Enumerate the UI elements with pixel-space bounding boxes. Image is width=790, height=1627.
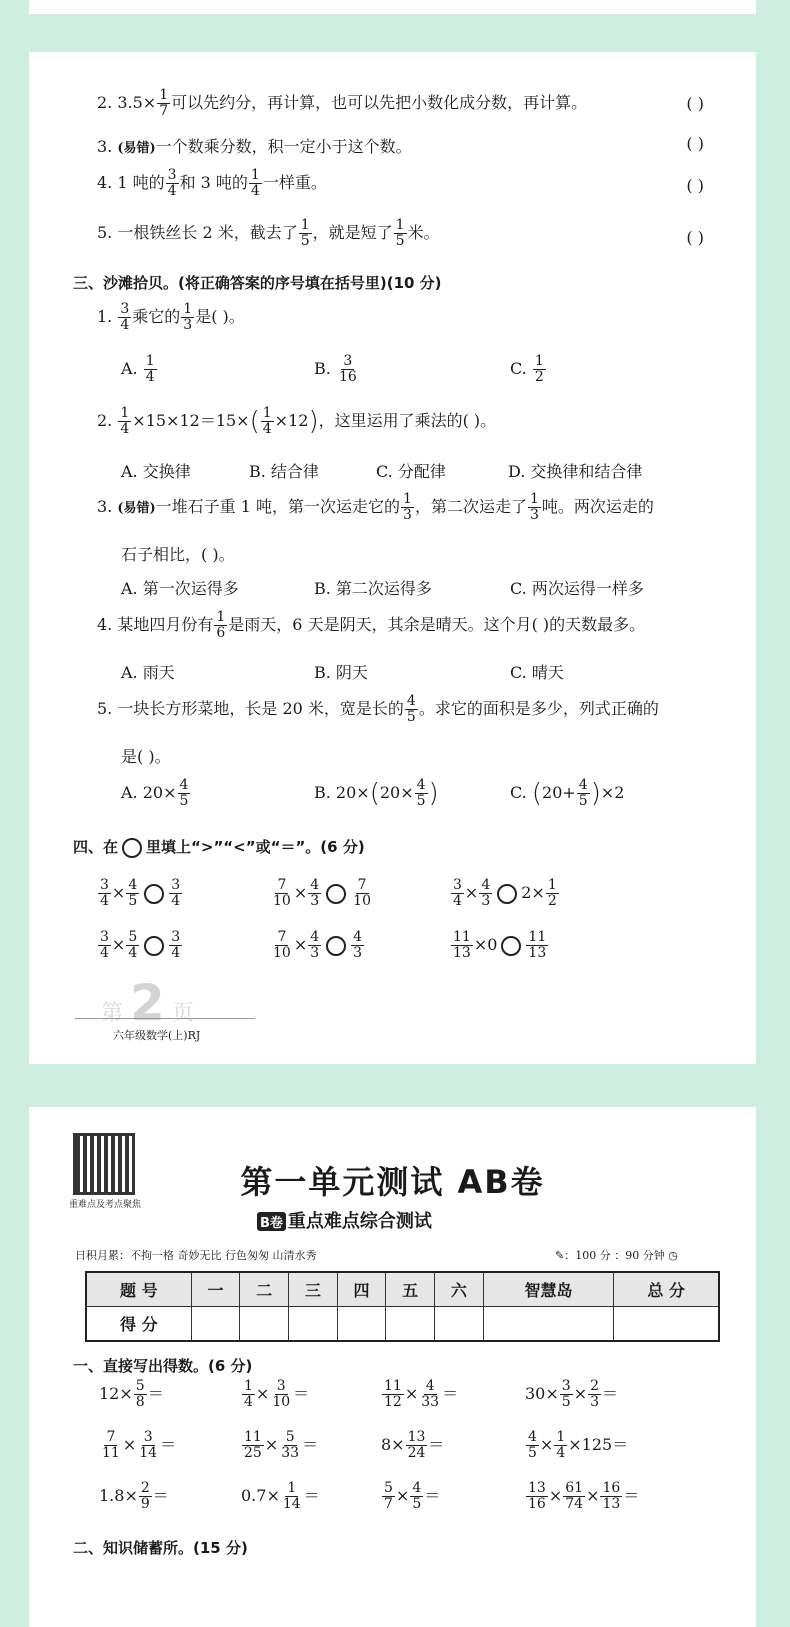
answer-circle[interactable] bbox=[326, 936, 346, 956]
qr-caption: 重难点及考点聚焦 bbox=[69, 1200, 142, 1210]
answer-circle[interactable] bbox=[326, 884, 346, 904]
tag-easy-mistake: (易错) bbox=[117, 501, 156, 516]
previous-page-edge bbox=[29, 0, 756, 14]
option-c[interactable]: C. 分配律 bbox=[376, 462, 446, 481]
fraction: $\frac{1}{7}$ bbox=[159, 87, 169, 119]
option-d[interactable]: D. 交换律和结合律 bbox=[508, 462, 643, 481]
calc-item: $\frac{11}{25}$ × $\frac{5}{33}$ ＝ bbox=[244, 1429, 319, 1461]
option-b[interactable]: B. 20×(20× $\frac{4}{5}$ ) bbox=[314, 777, 439, 809]
option-c[interactable]: C. $\frac{1}{2}$ bbox=[510, 353, 544, 385]
calc-item: $\frac{4}{5}$ × $\frac{1}{4}$ ×125＝ bbox=[528, 1429, 629, 1461]
score-time-meta: ✎：100 分 ：90 分钟 ◷ bbox=[555, 1249, 678, 1262]
compare-item: $\frac{7}{10}$ × $\frac{4}{3}$ $\frac{4}{3}$ bbox=[273, 929, 363, 961]
calc-item: 0.7× $\frac{1}{14}$ ＝ bbox=[241, 1480, 320, 1512]
tag-easy-mistake: (易错) bbox=[117, 141, 156, 156]
compare-item: $\frac{3}{4}$ × $\frac{4}{5}$ $\frac{3}{4}$ bbox=[100, 877, 181, 909]
compare-item: $\frac{3}{4}$ × $\frac{4}{3}$ 2× $\frac{1}{2}$ bbox=[453, 877, 557, 909]
option-a[interactable]: A. 20× $\frac{4}{5}$ bbox=[121, 777, 189, 809]
fraction: $\frac{1}{5}$ bbox=[395, 217, 405, 249]
answer-circle[interactable] bbox=[144, 936, 164, 956]
option-a[interactable]: A. 交换律 bbox=[121, 462, 191, 481]
fraction: $\frac{1}{4}$ bbox=[250, 167, 260, 199]
subtitle: B卷 重点难点综合测试 bbox=[257, 1207, 432, 1233]
answer-parentheses[interactable]: ( ) bbox=[686, 228, 704, 247]
worksheet-unit-test bbox=[29, 1107, 756, 1627]
compare-item: $\frac{11}{13}$ ×0 $\frac{11}{13}$ bbox=[453, 929, 547, 961]
fraction: $\frac{1}{3}$ bbox=[183, 301, 193, 333]
page-title: 第一单元测试 AB卷 bbox=[240, 1163, 545, 1201]
section-4-title: 四、在 里填上“>”“<”或“＝”。(6 分) bbox=[73, 838, 365, 856]
section-2-title: 二、知识储蓄所。(15 分) bbox=[73, 1539, 248, 1557]
option-b[interactable]: B. 第二次运得多 bbox=[314, 579, 432, 598]
book-label: 六年级数学(上)RJ bbox=[113, 1029, 201, 1042]
option-b[interactable]: B. 结合律 bbox=[249, 462, 319, 481]
score-icon: ✎ bbox=[555, 1249, 565, 1262]
compare-item: $\frac{3}{4}$ × $\frac{5}{4}$ $\frac{3}{4}$ bbox=[100, 929, 181, 961]
answer-parentheses[interactable]: ( ) bbox=[686, 94, 704, 113]
section-1-title: 一、直接写出得数。(6 分) bbox=[73, 1357, 253, 1375]
answer-parentheses[interactable]: ( ) bbox=[686, 134, 704, 153]
option-b[interactable]: B. 阴天 bbox=[314, 663, 368, 682]
worksheet-page-2: 2. 3.5× $\frac{1}{7}$ 可以先约分，再计算，也可以先把小数化成分数，再计算。 ( ) 3. (易错)一个数乘分数，积一定小于这个数。 ( ) 4. 1 吨的 $\frac{3}{4}$ 和 3 吨的 $\frac{1}{4}$ 一样重。 ( ) 5. 一根铁丝长 2 米，截去了 $\frac{1}{5}$ ，就是短了 $\frac{1}{5}$ 米。 ( ) 三、沙滩拾贝。(将正确答案的序号填在括号里)(10 分) 1. $\frac{3}{4}$ 乘它的 $\frac{1}{3}$ 是( )。 A. $\frac{1}{4}$ B. $\frac{3}{16}$ C. $\frac{1}{2}$ 2. $\frac{1}{4}$ ×15×12＝15×( $\frac{1}{4}$ ×12)，这里运用了乘法的( )。 A. 交换律 B. 结合律 C. 分配律 D. 交换律和结合律 3. (易错)一堆石子重 1 吨，第一次运走它的 $\frac{1}{3}$ ，第二次运走了 $\frac{1}{3}$ 吨。两次运走的 石子相比，( )。 A. 第一次运得多 B. 第二次运得多 C. 两次运得一样多 4. 某地四月份有 $\frac{1}{6}$ 是雨天，6 天是阴天，其余是晴天。这个月( )的天数最多。 A. 雨天 B. 阴天 C. 晴天 5. 一块长方形菜地，长是 20 米，宽是长的 $\frac{4}{5}$ 。求它的面积是多少，列式正确的 是( )。 A. 20× $\frac{4}{5}$ B. 20×(20× $\frac{4}{5}$ ) C. (20+ $\frac{4}{5}$ )×2 四、在 里填上“>”“<”或“＝”。(6 分) $\frac{3}{4}$ × $\frac{4}{5}$ $\frac{3}{4}$ $\frac{7}{10}$ × $\frac{4}{3}$ $\frac{7}{10}$ $\frac{3}{4}$ × $\frac{4}{3}$ 2× $\frac{1}{2}$ $\frac{3}{4}$ × $\frac{5}{4}$ $\frac{3}{4}$ $\frac{7}{10}$ × $\frac{4}{3}$ $\frac{4}{3}$ $\frac{11}{13}$ ×0 $\frac{11}{13}$ 第 2 页 六年级数学(上)RJ bbox=[29, 52, 756, 1064]
fraction: $\frac{1}{5}$ bbox=[300, 217, 310, 249]
calc-item: $\frac{7}{11}$ × $\frac{3}{14}$ ＝ bbox=[102, 1429, 177, 1461]
answer-parentheses[interactable]: ( ) bbox=[686, 176, 704, 195]
calc-item: $\frac{11}{12}$ × $\frac{4}{33}$ ＝ bbox=[384, 1378, 459, 1410]
calc-item: 12× $\frac{5}{8}$ ＝ bbox=[99, 1378, 164, 1410]
b-badge: B卷 bbox=[257, 1212, 286, 1231]
daily-words: 日积月累：不拘一格 奇妙无比 行色匆匆 山清水秀 bbox=[75, 1249, 317, 1262]
calc-item: 30× $\frac{3}{5}$ × $\frac{2}{3}$ ＝ bbox=[525, 1378, 619, 1410]
calc-item: 1.8× $\frac{2}{9}$ ＝ bbox=[99, 1480, 169, 1512]
option-c[interactable]: C. (20+ $\frac{4}{5}$ )×2 bbox=[510, 777, 625, 809]
calc-item: $\frac{5}{7}$ × $\frac{4}{5}$ ＝ bbox=[384, 1480, 441, 1512]
option-a[interactable]: A. $\frac{1}{4}$ bbox=[121, 353, 155, 385]
option-b[interactable]: B. $\frac{3}{16}$ bbox=[314, 353, 357, 385]
answer-circle[interactable] bbox=[497, 884, 517, 904]
option-a[interactable]: A. 雨天 bbox=[121, 663, 175, 682]
footer-divider bbox=[75, 1018, 255, 1019]
section-3-title: 三、沙滩拾贝。(将正确答案的序号填在括号里)(10 分) bbox=[73, 274, 442, 292]
clock-icon: ◷ bbox=[668, 1249, 678, 1262]
compare-item: $\frac{7}{10}$ × $\frac{4}{3}$ $\frac{7}{10}$ bbox=[273, 877, 371, 909]
score-table: 题 号 一 二 三 四 五 六 智慧岛 总 分 得 分 bbox=[85, 1271, 720, 1342]
option-c[interactable]: C. 两次运得一样多 bbox=[510, 579, 644, 598]
fraction: $\frac{3}{4}$ bbox=[167, 167, 177, 199]
fraction: $\frac{3}{4}$ bbox=[120, 301, 130, 333]
answer-circle[interactable] bbox=[501, 936, 521, 956]
calc-item: 8× $\frac{13}{24}$ ＝ bbox=[381, 1429, 445, 1461]
option-c[interactable]: C. 晴天 bbox=[510, 663, 564, 682]
option-a[interactable]: A. 第一次运得多 bbox=[121, 579, 239, 598]
page-number: 第 2 页 bbox=[101, 974, 194, 1032]
calc-item: $\frac{13}{16}$ × $\frac{61}{74}$ × $\frac{16}{13}$ ＝ bbox=[528, 1480, 640, 1512]
answer-circle[interactable] bbox=[144, 884, 164, 904]
calc-item: $\frac{1}{4}$ × $\frac{3}{10}$ ＝ bbox=[244, 1378, 310, 1410]
circle-icon bbox=[122, 838, 142, 858]
